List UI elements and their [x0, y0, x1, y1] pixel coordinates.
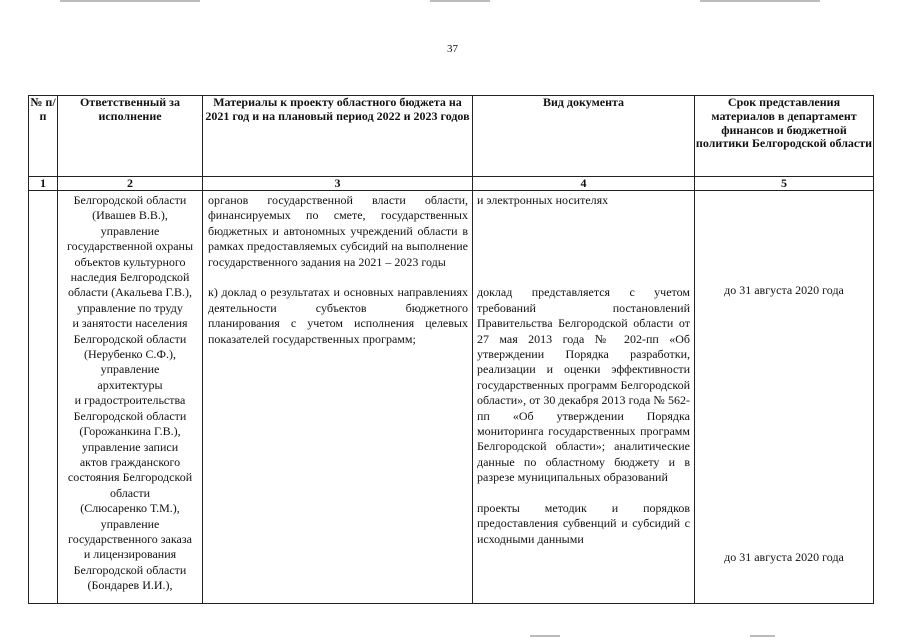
- page-number: 37: [447, 43, 458, 55]
- scan-edge-mark: [750, 635, 775, 637]
- responsible-line: Белгородской области: [73, 193, 187, 207]
- table-row: [29, 191, 874, 604]
- row-number-cell: [29, 191, 58, 604]
- header-responsible: Ответственный за исполнение: [58, 96, 203, 177]
- responsible-line: управление записи: [81, 439, 179, 454]
- responsible-line: Белгородской области: [73, 331, 187, 346]
- responsible-line: (Ивашев В.В.),: [92, 208, 168, 223]
- responsible-line: и занятости населения: [72, 316, 188, 331]
- responsible-line: и градостроительства: [74, 393, 186, 408]
- column-number: 1: [29, 177, 58, 191]
- column-number: 4: [473, 177, 695, 191]
- responsible-line: состояния Белгородской: [67, 470, 193, 485]
- document-type-item: проекты методик и порядков предоставления субвенций и субсидий с исходными данными: [477, 500, 690, 546]
- header-document-type: Вид документа: [473, 96, 695, 177]
- responsible-line: (Горожанкина Г.В.),: [79, 424, 181, 439]
- responsible-line: управление по труду: [77, 300, 183, 315]
- column-number-row: [29, 177, 874, 191]
- responsible-line: области: [109, 485, 151, 500]
- column-number: 2: [58, 177, 203, 191]
- deadline-text: до 31 августа 2020 года: [724, 283, 844, 297]
- responsible-line: (Бондарев И.И.),: [87, 578, 173, 593]
- responsible-line: области (Акальева Г.В.),: [67, 285, 193, 300]
- deadline-cell: [695, 191, 874, 604]
- materials-item: к) доклад о результатах и основных направлениях деятельности субъектов бюджетного планирования с учетом исполнения целевых показателей государственных программ;: [208, 285, 468, 346]
- scan-edge-mark: [60, 0, 200, 2]
- header-row-number: № п/п: [29, 96, 58, 177]
- table-header-row: [29, 96, 874, 177]
- responsible-cell: [58, 191, 203, 604]
- document-type-item: и электронных носителях: [477, 193, 609, 207]
- responsible-line: объектов культурного: [74, 254, 186, 269]
- responsible-line: наследия Белгородской: [70, 270, 190, 285]
- responsible-line: государственного заказа: [68, 531, 192, 546]
- responsible-line: Белгородской области: [73, 562, 187, 577]
- responsible-line: управление: [100, 362, 160, 377]
- responsible-line: управление: [100, 223, 160, 238]
- responsible-line: государственной охраны: [66, 239, 194, 254]
- header-deadline: Срок представления материалов в департамент финансов и бюджетной политики Белгородской области: [695, 96, 874, 177]
- responsible-line: (Слюсаренко Т.М.),: [80, 501, 180, 516]
- responsible-line: и лицензирования: [83, 547, 177, 562]
- responsible-line: архитектуры: [97, 377, 163, 392]
- column-number: 3: [203, 177, 473, 191]
- responsible-line: актов гражданского: [79, 454, 181, 469]
- materials-item: органов государственной власти области, финансируемых по смете, государственных бюджетных и автономных учреждений области в рамках предоставляемых субсидий на выполнение государственного задания на 2021 – 2023 годы: [208, 193, 468, 269]
- responsible-line: управление: [100, 516, 160, 531]
- responsible-line: (Нерубенко С.Ф.),: [83, 347, 177, 362]
- budget-materials-table: [28, 95, 874, 604]
- scan-edge-mark: [430, 0, 490, 2]
- scan-edge-mark: [700, 0, 820, 2]
- deadline-text: до 31 августа 2020 года: [724, 550, 844, 565]
- document-type-cell: [473, 191, 695, 604]
- header-materials: Материалы к проекту областного бюджета на 2021 год и на плановый период 2022 и 2023 годов: [203, 96, 473, 177]
- column-number: 5: [695, 177, 874, 191]
- scan-edge-mark: [530, 635, 560, 637]
- materials-cell: [203, 191, 473, 604]
- responsible-line: Белгородской области: [73, 408, 187, 423]
- document-type-item: доклад представляется с учетом требований постановлений Правительства Белгородской области от 27 мая 2013 года № 202-пп «Об утверждении Порядка разработки, реализации и оценки эффективности государственных программ Белгородской области», от 30 декабря 2013 года № 562-пп «Об утверждении Порядка мониторинга государственных программ Белгородской области»; аналитические данные по областному бюджету и в разрезе муниципальных образований: [477, 285, 690, 485]
